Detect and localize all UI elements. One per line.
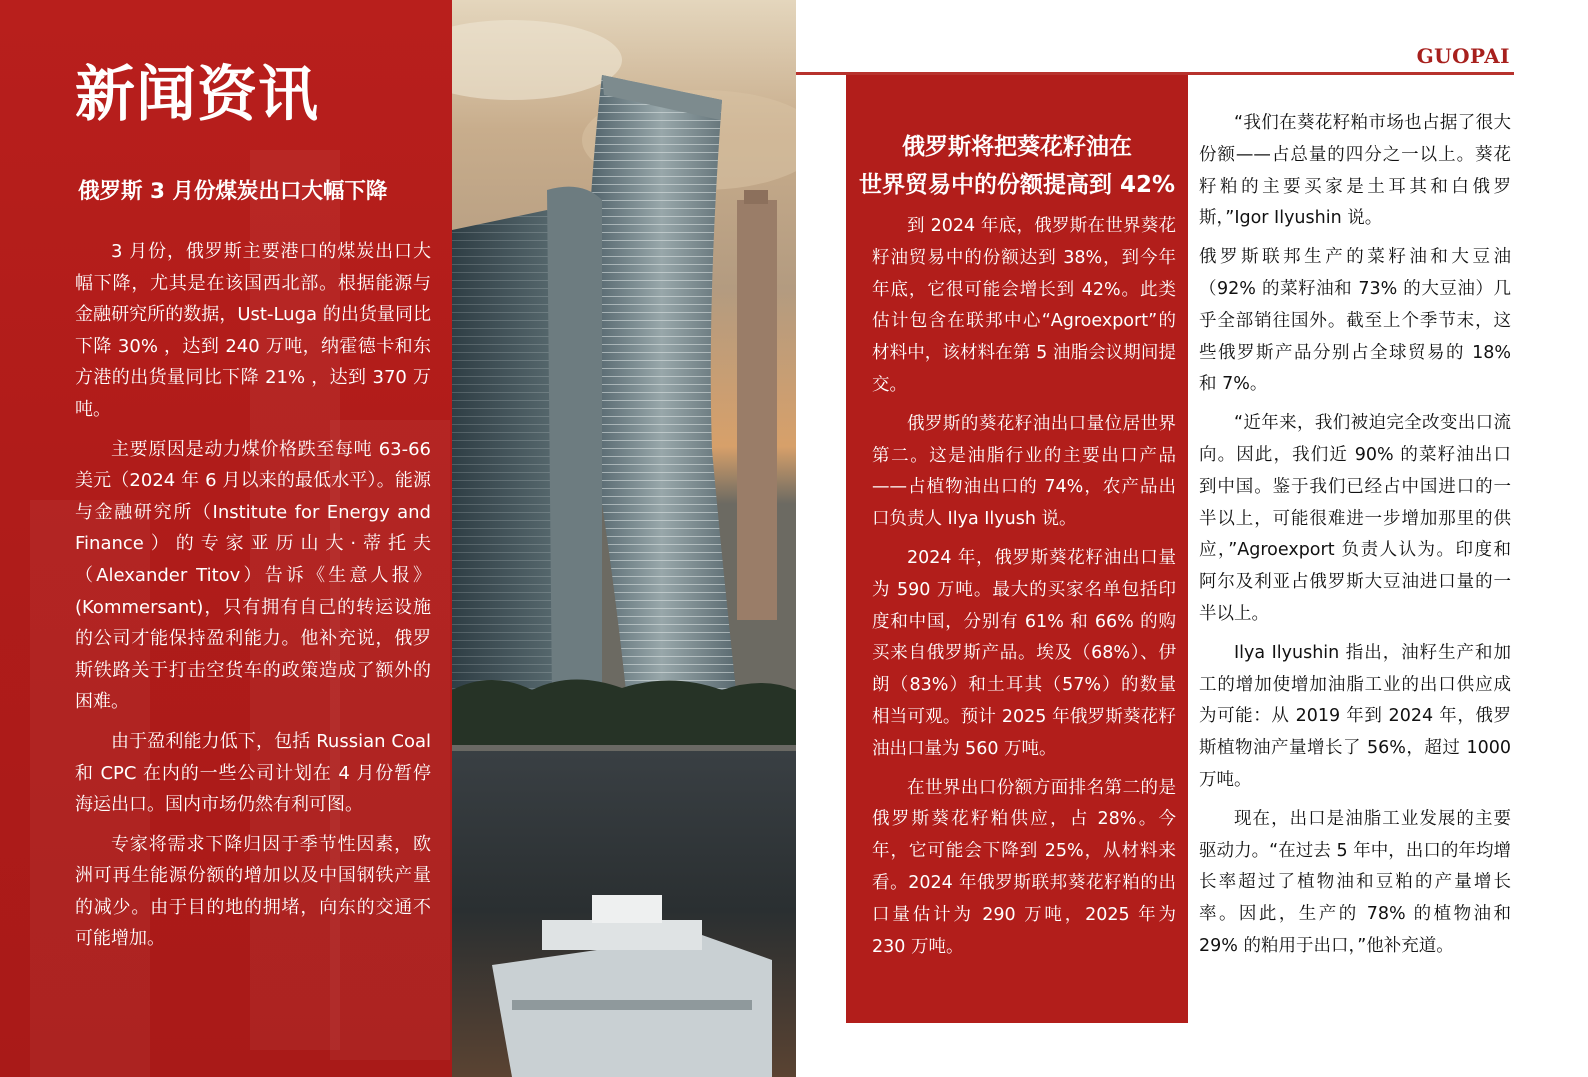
coal-article-body (75, 236, 431, 963)
coal-paragraph-2: 主要原因是动力煤价格跌至每吨 63-66 美元（2024 年 6 月以来的最低水平）。能源与金融研究所（Institute for Energy and Finance）的专家亚历山大·蒂托夫（Alexander Titov）告诉《生意人报》(Kommersant)，只有拥有自己的转运设施的公司才能保持盈利能力。他补充说，俄罗斯铁路关于打击空货车的政策造成了额外的困难。 (75, 438, 431, 713)
skyline-illustration (452, 0, 796, 1077)
sunflower-paragraph-7: “近年来，我们被迫完全改变出口流向。因此，我们近 90% 的菜籽油出口到中国。鉴于我们已经占中国进口的一半以上，可能很难进一步增加那里的供应，”Agroexport 负责人认为。印度和阿尔及利亚占俄罗斯大豆油进口量的一半以上。 (1199, 413, 1511, 624)
sunflower-paragraph-2: 俄罗斯的葵花籽油出口量位居世界第二。这是油脂行业的主要出口产品——占植物油出口的 74%，农产品出口负责人 Ilya Ilyush 说。 (872, 413, 1176, 530)
left-news-panel (0, 0, 452, 1077)
brand-logo-text: GUOPAI (1416, 44, 1510, 68)
sunflower-article-body-left (872, 211, 1176, 970)
sunflower-paragraph-8: Ilya Ilyushin 指出，油籽生产和加工的增加使增加油脂工业的出口供应成为可能：从 2019 年到 2024 年，俄罗斯植物油产量增长了 56%，超过 1000 万吨。 (1199, 642, 1511, 790)
sunflower-paragraph-6: 俄罗斯联邦生产的菜籽油和大豆油（92% 的菜籽油和 73% 的大豆油）几乎全部销往国外。截至上个季节末，这些俄罗斯产品分别占全球贸易的 18% 和 7%。 (1199, 247, 1511, 395)
headline-line-2: 世界贸易中的份额提高到 42% (858, 172, 1176, 198)
skyline-photo (452, 0, 796, 1077)
headline-line-1: 俄罗斯将把葵花籽油在 (902, 134, 1132, 160)
sunflower-paragraph-9: 现在，出口是油脂工业发展的主要驱动力。“在过去 5 年中，出口的年均增长率超过了植物油和豆粕的产量增长率。因此，生产的 78% 的植物油和 29% 的粕用于出口，”他补充道。 (1199, 808, 1511, 956)
sunflower-paragraph-1: 到 2024 年底，俄罗斯在世界葵花籽油贸易中的份额达到 38%，到今年年底，它很可能会增长到 42%。此类估计包含在联邦中心“Agroexport”的材料中，该材料在第 5 油脂会议期间提交。 (872, 216, 1176, 395)
sunflower-article-headline (846, 128, 1188, 204)
coal-paragraph-4: 专家将需求下降归因于季节性因素，欧洲可再生能源份额的增加以及中国钢铁产量的减少。由于目的地的拥堵，向东的交通不可能增加。 (75, 833, 431, 950)
sunflower-paragraph-4: 在世界出口份额方面排名第二的是俄罗斯葵花籽粕供应，占 28%。今年，它可能会下降到 25%，从材料来看。2024 年俄罗斯联邦葵花籽粕的出口量估计为 290 万吨，2025 年为 230 万吨。 (872, 777, 1176, 957)
sunflower-paragraph-3: 2024 年，俄罗斯葵花籽油出口量为 590 万吨。最大的买家名单包括印度和中国，分别有 61% 和 66% 的购买来自俄罗斯产品。埃及（68%）、伊朗（83%）和土耳其（57%）的数量相当可观。预计 2025 年俄罗斯葵花籽油出口量为 560 万吨。 (872, 547, 1176, 759)
section-title: 新闻资讯 (75, 60, 319, 130)
sunflower-article-body-right (1199, 108, 1511, 970)
coal-article-headline: 俄罗斯 3 月份煤炭出口大幅下降 (78, 179, 388, 204)
coal-paragraph-1: 3 月份，俄罗斯主要港口的煤炭出口大幅下降，尤其是在该国西北部。根据能源与金融研究所的数据，Ust-Luga 的出货量同比下降 30% ，达到 240 万吨，纳霍德卡和东方港的出货量同比下降 21% ，达到 370 万吨。 (75, 241, 431, 420)
sunflower-paragraph-5: “我们在葵花籽粕市场也占据了很大份额——占总量的四分之一以上。葵花籽粕的主要买家是土耳其和白俄罗斯，”Igor Ilyushin 说。 (1199, 113, 1511, 229)
coal-paragraph-3: 由于盈利能力低下，包括 Russian Coal 和 CPC 在内的一些公司计划在 4 月份暂停海运出口。国内市场仍然有利可图。 (75, 730, 431, 816)
